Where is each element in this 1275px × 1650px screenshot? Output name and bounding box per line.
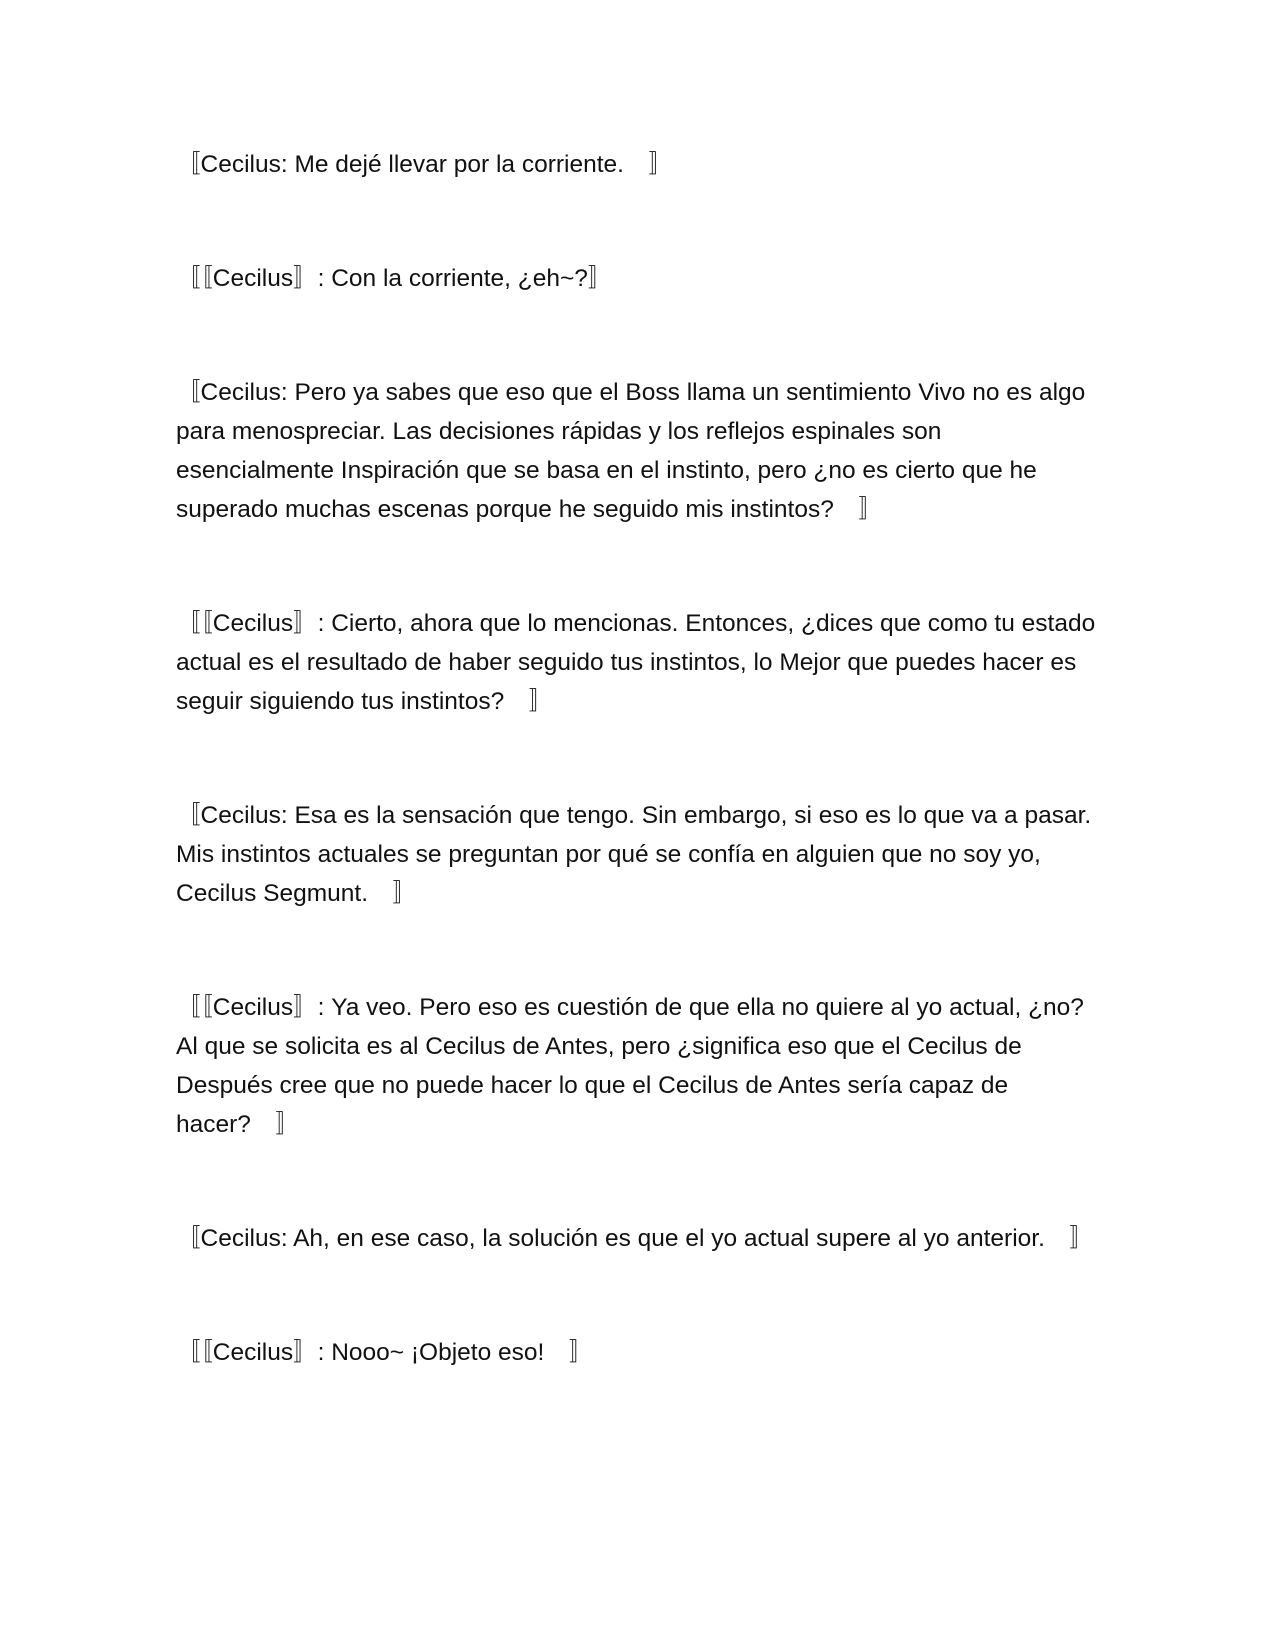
dialogue-paragraph-5: 〚Cecilus: Esa es la sensación que tengo. Sin embargo, si eso es lo que va a pasar. Mis instintos actuales se preguntan por qué se confía en alguien que no soy yo, Cecilus Segmunt. 〛 bbox=[176, 802, 1092, 907]
dialogue-paragraph-4: 〚〚Cecilus〛: Cierto, ahora que lo mencionas. Entonces, ¿dices que como tu estado actual es el resultado de haber seguido tus instintos, lo Mejor que puedes hacer es seguir siguiendo tus instintos? 〛 bbox=[176, 610, 1096, 715]
dialogue-paragraph-7: 〚Cecilus: Ah, en ese caso, la solución es que el yo actual supere al yo anterior. 〛 bbox=[176, 1225, 1094, 1252]
dialogue-text-block bbox=[176, 145, 1106, 1447]
dialogue-paragraph-6: 〚〚Cecilus〛: Ya veo. Pero eso es cuestión de que ella no quiere al yo actual, ¿no? Al que se solicita es al Cecilus de Antes, pero ¿significa eso que el Cecilus de Después cree que no puede hacer lo que el Cecilus de Antes sería capaz de hacer? 〛 bbox=[176, 994, 1084, 1138]
dialogue-paragraph-2: 〚〚Cecilus〛: Con la corriente, ¿eh~?〛 bbox=[176, 265, 613, 292]
dialogue-paragraph-1: 〚Cecilus: Me dejé llevar por la corriente. 〛 bbox=[176, 151, 673, 178]
dialogue-paragraph-8: 〚〚Cecilus〛: Nooo~ ¡Objeto eso! 〛 bbox=[176, 1339, 594, 1366]
dialogue-paragraph-3: 〚Cecilus: Pero ya sabes que eso que el Boss llama un sentimiento Vivo no es algo para menospreciar. Las decisiones rápidas y los reflejos espinales son esencialmente Inspiración que se basa en el instinto, pero ¿no es cierto que he superado muchas escenas porque he seguido mis instintos? 〛 bbox=[176, 379, 1086, 523]
